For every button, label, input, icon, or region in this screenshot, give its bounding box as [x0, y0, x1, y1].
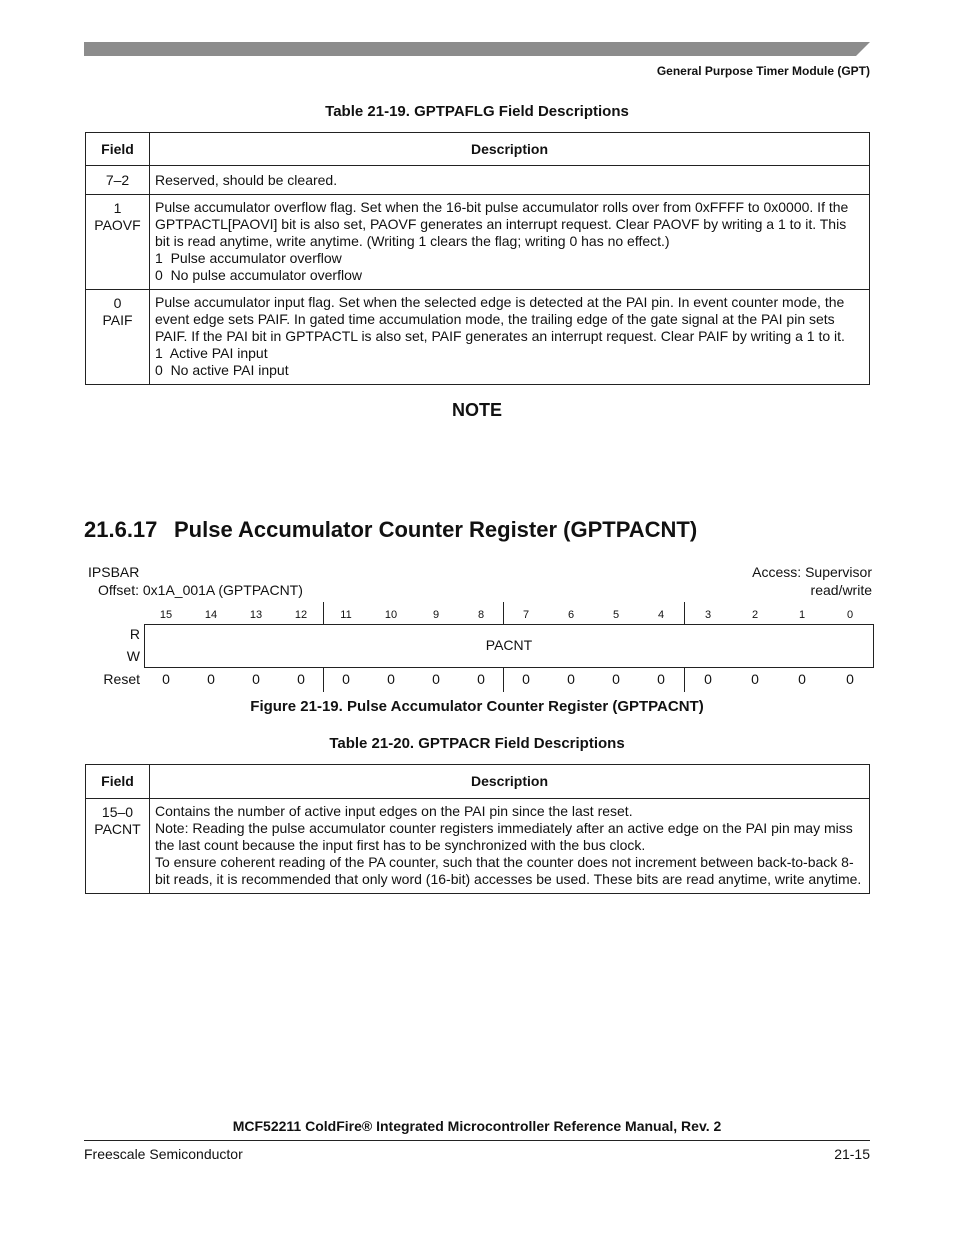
bit-number: 8 — [477, 609, 485, 621]
desc-cell — [150, 799, 870, 894]
reset-value: 0 — [432, 671, 440, 687]
bit-number: 13 — [249, 609, 263, 621]
desc-cell — [150, 166, 870, 195]
bit-number: 6 — [567, 609, 575, 621]
chapter-header: General Purpose Timer Module (GPT) — [656, 64, 870, 78]
table2-header-row — [86, 765, 870, 799]
field-bits: 0 — [113, 295, 122, 311]
field-name: PAIF — [102, 312, 133, 328]
table1-header-row — [86, 133, 870, 166]
register-field-name: PACNT — [485, 637, 533, 653]
write-label: W — [126, 648, 140, 664]
nibble-separator — [503, 668, 504, 692]
note-heading: NOTE — [451, 400, 502, 420]
desc-text: Pulse accumulator overflow flag. Set when the 16-bit pulse accumulator rolls over from 0xFFFF to 0x0000. If the GPTPACTL[PAOVI] bit is also set, PAOVF generates an interrupt request. Clear PAOVF by writing a 1 to it. This bit is read anytime, write anytime. (Writing 1 clears the flag; writing 0 has no effect.) — [155, 199, 849, 249]
reset-value: 0 — [162, 671, 170, 687]
field-cell — [86, 290, 150, 385]
reset-value: 0 — [477, 671, 485, 687]
reset-value: 0 — [612, 671, 620, 687]
table2-col-desc: Description — [150, 765, 870, 799]
field-name: PAOVF — [94, 217, 141, 233]
desc-value: 0 No active PAI input — [155, 362, 289, 378]
table-row — [86, 799, 870, 894]
bit-number: 10 — [384, 609, 398, 621]
bit-number: 3 — [704, 609, 712, 621]
table1-caption: Table 21-19. GPTPAFLG Field Descriptions — [325, 103, 629, 120]
register-access: Access: Supervisor — [752, 564, 872, 580]
table1 — [85, 132, 870, 385]
field-bits: 15–0 — [101, 804, 134, 820]
reset-value: 0 — [798, 671, 806, 687]
reset-value: 0 — [387, 671, 395, 687]
footer-title: MCF52211 ColdFire® Integrated Microcontroller Reference Manual, Rev. 2 — [232, 1118, 722, 1134]
field-cell — [86, 799, 150, 894]
desc-value: 1 Active PAI input — [155, 345, 268, 361]
bit-number: 0 — [846, 609, 854, 621]
table2-caption: Table 21-20. GPTPACR Field Descriptions — [329, 735, 625, 752]
table1-col-desc: Description — [150, 133, 870, 166]
field-bits: 7–2 — [105, 172, 130, 188]
desc-text: Reserved, should be cleared. — [155, 172, 338, 188]
table2 — [85, 764, 870, 894]
header-bar — [84, 42, 870, 56]
nibble-separator — [323, 602, 324, 624]
desc-text: Pulse accumulator input flag. Set when the selected edge is detected at the PAI pin. In event counter mode, the event edge sets PAIF. In gated time accumulation mode, the trailing edge of the gate signal at the PAI pin sets PAIF. If the PAI bit in GPTPACTL is also set, PAIF generates an interrupt request. Clear PAIF by writing a 1 to it. — [155, 294, 845, 344]
reset-value: 0 — [297, 671, 305, 687]
bit-number: 7 — [522, 609, 530, 621]
desc-text: Note: Reading the pulse accumulator counter registers immediately after an active edge on the PAI pin may miss the last count because the input first has to be synchronized with the bus clock. — [155, 820, 853, 853]
register-offset: Offset: 0x1A_001A (GPTPACNT) — [98, 582, 303, 598]
nibble-separator — [503, 602, 504, 624]
nibble-separator — [684, 602, 685, 624]
register-base: IPSBAR — [88, 564, 140, 580]
reset-value: 0 — [252, 671, 260, 687]
register-access-mode: read/write — [810, 582, 872, 598]
desc-value: 0 No pulse accumulator overflow — [155, 267, 362, 283]
figure-caption: Figure 21-19. Pulse Accumulator Counter Register (GPTPACNT) — [250, 698, 704, 715]
reset-value: 0 — [846, 671, 854, 687]
bit-number: 1 — [798, 609, 806, 621]
desc-cell — [150, 290, 870, 385]
table1-col-field: Field — [86, 133, 150, 166]
reset-value: 0 — [704, 671, 712, 687]
bit-number: 12 — [294, 609, 308, 621]
field-bits: 1 — [113, 200, 122, 216]
bit-number: 11 — [340, 609, 352, 621]
section-heading — [84, 517, 697, 543]
bit-number: 5 — [612, 609, 620, 621]
nibble-separator — [684, 668, 685, 692]
reset-label: Reset — [103, 671, 140, 687]
desc-value: 1 Pulse accumulator overflow — [155, 250, 342, 266]
reset-value: 0 — [567, 671, 575, 687]
reset-value: 0 — [522, 671, 530, 687]
bit-number: 4 — [657, 609, 665, 621]
section-title: Pulse Accumulator Counter Register (GPTPACNT) — [174, 517, 698, 542]
section-number: 21.6.17 — [84, 517, 158, 542]
field-name: PACNT — [94, 821, 141, 837]
table-row — [86, 195, 870, 290]
nibble-separator — [323, 668, 324, 692]
reset-value: 0 — [657, 671, 665, 687]
footer-divider — [84, 1140, 870, 1141]
field-cell — [86, 195, 150, 290]
reset-value: 0 — [751, 671, 759, 687]
bit-number: 9 — [432, 609, 440, 621]
desc-text: Contains the number of active input edges on the PAI pin since the last reset. — [155, 803, 633, 819]
page-number: 21-15 — [834, 1146, 870, 1162]
reset-value: 0 — [207, 671, 215, 687]
table-row — [86, 290, 870, 385]
bit-number: 15 — [159, 609, 173, 621]
read-label: R — [129, 626, 140, 642]
table-row — [86, 166, 870, 195]
bit-number: 14 — [204, 609, 218, 621]
reset-value: 0 — [342, 671, 350, 687]
field-cell — [86, 166, 150, 195]
desc-text: To ensure coherent reading of the PA counter, such that the counter does not increment between back-to-back 8-bit reads, it is recommended that only word (16-bit) accesses be used. These bits are read anytime, write anytime. — [155, 854, 862, 887]
desc-cell — [150, 195, 870, 290]
bit-number: 2 — [751, 609, 759, 621]
table2-col-field: Field — [86, 765, 150, 799]
footer-company: Freescale Semiconductor — [84, 1146, 243, 1162]
